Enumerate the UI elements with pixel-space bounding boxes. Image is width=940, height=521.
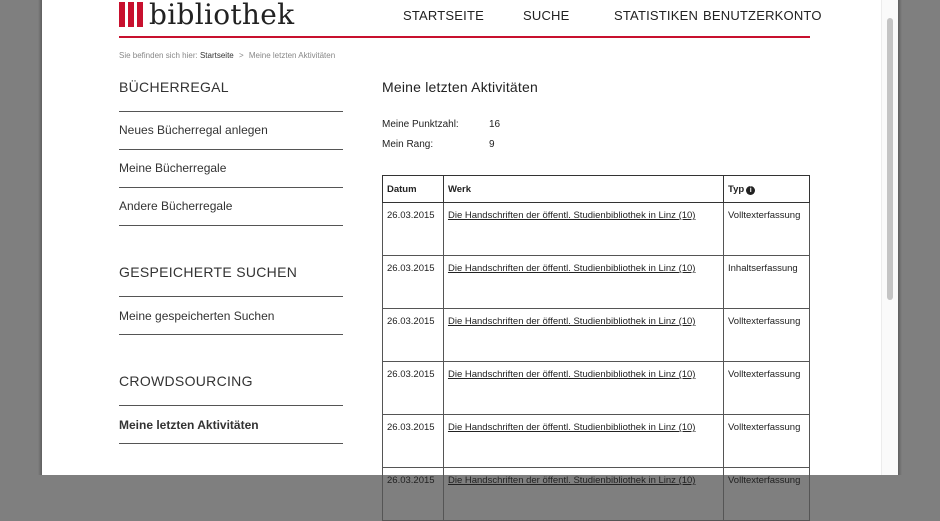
row-date: 26.03.2015 [383,362,444,415]
scrollbar-thumb[interactable] [887,18,893,300]
row-work-link[interactable]: Die Handschriften der öffentl. Studienbibliothek in Linz (10) [447,316,696,327]
rank-label: Mein Rang: [382,139,434,150]
row-type: Volltexterfassung [724,203,810,256]
row-type: Volltexterfassung [724,309,810,362]
row-work-cell [443,415,723,468]
sidebar-divider [119,187,343,188]
sidebar-divider [119,296,343,297]
table-row [383,309,810,362]
table-row [383,415,810,468]
sidebar-heading-crowdsourcing: CROWDSOURCING [119,373,253,389]
page [42,0,898,486]
sidebar-divider [119,405,343,406]
info-icon[interactable]: i [746,186,755,195]
nav-suche[interactable]: SUCHE [523,8,570,23]
row-type: Volltexterfassung [724,468,810,521]
rank-row [382,139,495,150]
sidebar-divider [119,443,343,444]
table-row [383,362,810,415]
page-shadow-right [898,0,902,475]
nav-startseite[interactable]: STARTSEITE [403,8,484,23]
row-work-link[interactable]: Die Handschriften der öffentl. Studienbibliothek in Linz (10) [447,475,696,486]
sidebar-heading-gespeicherte-suchen: GESPEICHERTE SUCHEN [119,264,298,280]
sidebar-item-andere-buecherregale[interactable]: Andere Bücherregale [119,199,233,213]
row-work-cell [443,256,723,309]
sidebar-heading-buecherregal: BÜCHERREGAL [119,79,229,95]
breadcrumb [119,51,335,60]
row-date: 26.03.2015 [383,415,444,468]
col-header-work: Werk [443,176,723,203]
points-row [382,119,501,130]
row-work-link[interactable]: Die Handschriften der öffentl. Studienbibliothek in Linz (10) [447,210,696,221]
nav-benutzerkonto[interactable]: BENUTZERKONTO [703,8,822,23]
row-date: 26.03.2015 [383,468,444,521]
breadcrumb-home-link[interactable]: Startseite [199,51,234,60]
table-row [383,256,810,309]
sidebar-item-neues-buecherregal[interactable]: Neues Bücherregal anlegen [119,123,268,137]
table-row [383,468,810,521]
page-title: Meine letzten Aktivitäten [382,79,538,95]
col-header-type-label: Typ [728,183,745,195]
row-type: Volltexterfassung [724,362,810,415]
sidebar-item-letzte-aktivitaeten[interactable]: Meine letzten Aktivitäten [119,418,259,432]
breadcrumb-separator: > [238,51,244,60]
nav-statistiken[interactable]: STATISTIKEN [614,8,699,23]
row-work-cell [443,309,723,362]
sidebar [119,70,343,444]
activities-table [382,175,810,521]
row-work-cell [443,468,723,521]
row-date: 26.03.2015 [383,203,444,256]
scrollbar[interactable] [881,0,898,475]
points-label: Meine Punktzahl: [382,119,459,130]
row-type: Inhaltserfassung [724,256,810,309]
breadcrumb-current: Meine letzten Aktivitäten [248,51,336,60]
header-divider [119,36,810,38]
points-value: 16 [489,119,501,130]
sidebar-divider [119,111,343,112]
rank-value: 9 [489,139,495,150]
row-work-link[interactable]: Die Handschriften der öffentl. Studienbibliothek in Linz (10) [447,369,696,380]
col-header-type [724,176,810,203]
row-work-cell [443,203,723,256]
table-header-row [383,176,810,203]
sidebar-item-gespeicherte-suchen[interactable]: Meine gespeicherten Suchen [119,309,275,323]
sidebar-item-meine-buecherregale[interactable]: Meine Bücherregale [119,161,227,175]
main-nav [42,8,898,28]
row-type: Volltexterfassung [724,415,810,468]
row-work-cell [443,362,723,415]
logo-text: bibliothek [149,0,295,31]
sidebar-divider [119,225,343,226]
sidebar-divider [119,334,343,335]
col-header-date: Datum [383,176,444,203]
breadcrumb-prefix: Sie befinden sich hier: [119,51,198,60]
row-work-link[interactable]: Die Handschriften der öffentl. Studienbibliothek in Linz (10) [447,263,696,274]
table-row [383,203,810,256]
sidebar-divider [119,149,343,150]
row-date: 26.03.2015 [383,309,444,362]
row-date: 26.03.2015 [383,256,444,309]
row-work-link[interactable]: Die Handschriften der öffentl. Studienbibliothek in Linz (10) [447,422,696,433]
